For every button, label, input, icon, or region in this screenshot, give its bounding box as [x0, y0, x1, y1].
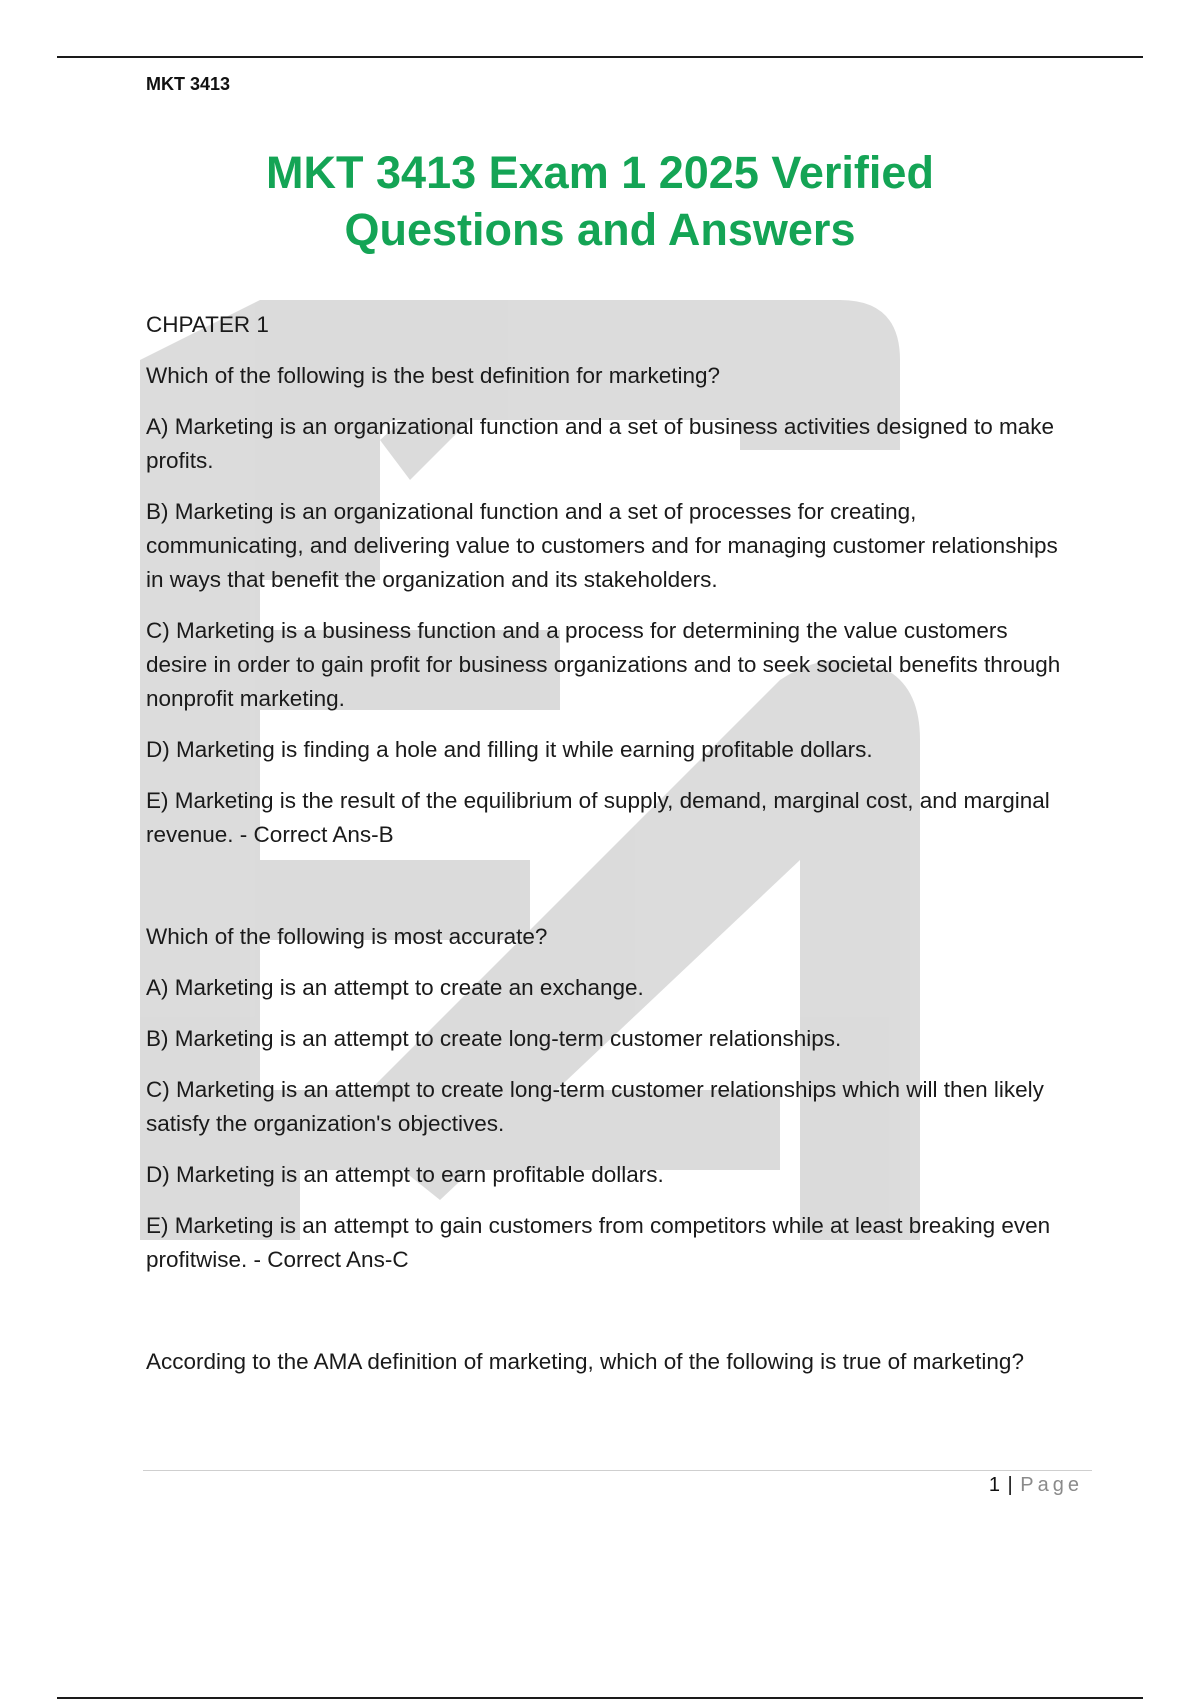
- question-2-option-b: B) Marketing is an attempt to create long-term customer relationships.: [146, 1026, 842, 1051]
- document-title: [150, 144, 1050, 258]
- question-2-option-c: C) Marketing is an attempt to create long-term customer relationships which will then likely satisfy the organization's objectives.: [146, 1077, 1044, 1136]
- question-2-prompt: Which of the following is most accurate?: [146, 924, 548, 949]
- page-number-word: Page: [1020, 1474, 1083, 1496]
- question-1-option-c: C) Marketing is a business function and a process for determining the value customers desire in order to gain profit for business organizations and to seek societal benefits through nonprofit marketing.: [146, 618, 1061, 711]
- page-number-separator: |: [1007, 1474, 1014, 1496]
- question-2-option-d: D) Marketing is an attempt to earn profitable dollars.: [146, 1162, 664, 1187]
- page-number-value: 1: [988, 1474, 1001, 1496]
- document-title-line-1: MKT 3413 Exam 1 2025 Verified: [266, 147, 934, 198]
- spacer: [146, 1294, 1066, 1345]
- document-title-line-2: Questions and Answers: [344, 204, 856, 255]
- question-1-prompt: Which of the following is the best definition for marketing?: [146, 363, 721, 388]
- bottom-rule: [57, 1697, 1143, 1699]
- question-1-option-d: D) Marketing is finding a hole and filling it while earning profitable dollars.: [146, 737, 873, 762]
- top-rule: [57, 56, 1143, 58]
- question-2-option-e: E) Marketing is an attempt to gain customers from competitors while at least breaking even profitwise. - Correct Ans-C: [146, 1213, 1051, 1272]
- question-2-option-a: A) Marketing is an attempt to create an exchange.: [146, 975, 644, 1000]
- question-1-option-e: E) Marketing is the result of the equilibrium of supply, demand, marginal cost, and marginal revenue. - Correct Ans-B: [146, 788, 1050, 847]
- footer-rule: [143, 1470, 1092, 1471]
- chapter-heading: CHPATER 1: [146, 312, 269, 337]
- spacer: [146, 869, 1066, 920]
- question-1-option-a: A) Marketing is an organizational function and a set of business activities designed to make profits.: [146, 414, 1055, 473]
- document-body: [146, 308, 1066, 1396]
- question-3-prompt: According to the AMA definition of marketing, which of the following is true of marketing?: [146, 1349, 1024, 1374]
- page-number: [989, 1474, 1083, 1497]
- header-course-code: MKT 3413: [146, 74, 231, 94]
- question-1-option-b: B) Marketing is an organizational function and a set of processes for creating, communicating, and delivering value to customers and for managing customer relationships in ways that benefit the organization and its stakeholders.: [146, 499, 1058, 592]
